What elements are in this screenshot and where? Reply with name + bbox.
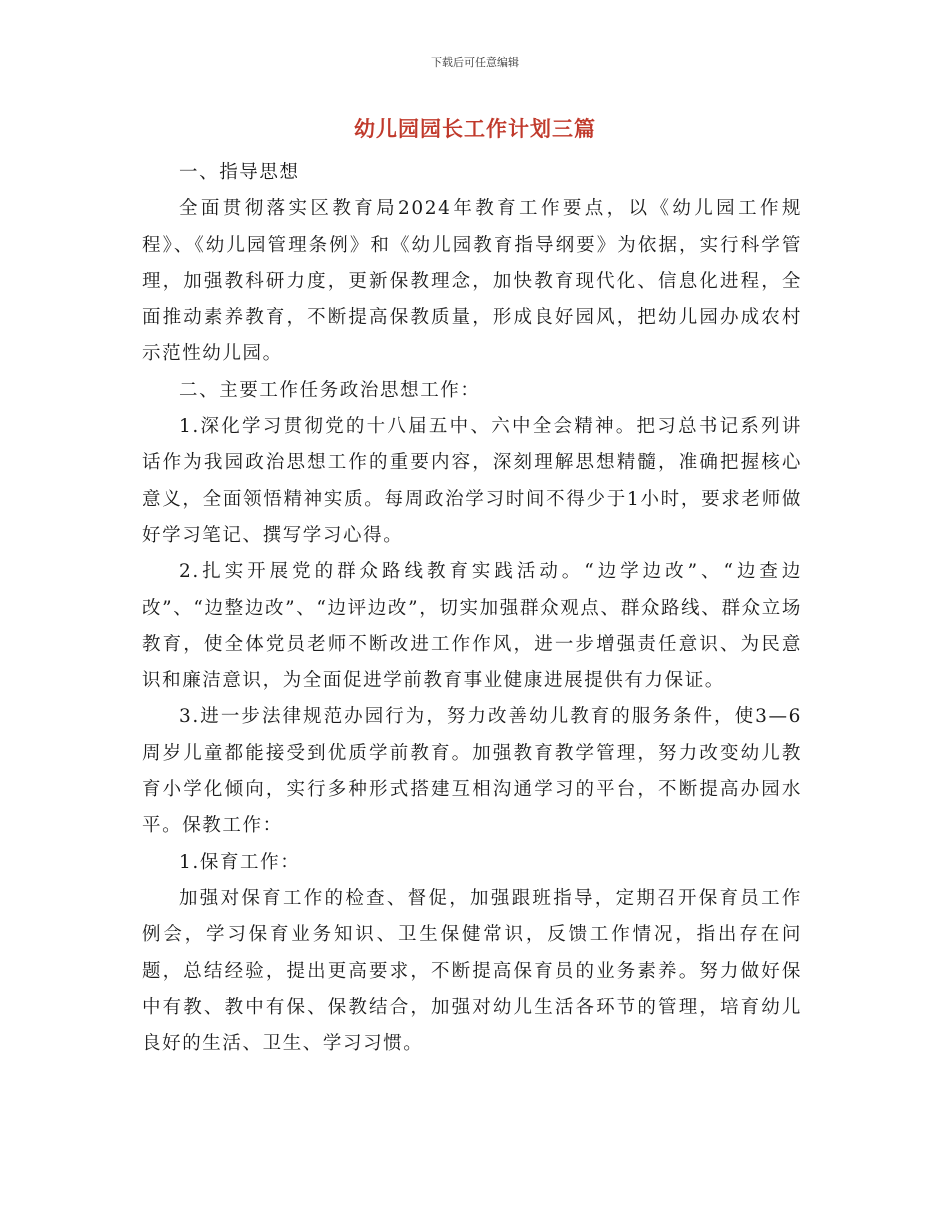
paragraph: 3.进一步法律规范办园行为，努力改善幼儿教育的服务条件，使3—6周岁儿童都能接受到优质学前教育。加强教育教学管理，努力改变幼儿教育小学化倾向，实行多种形式搭建互相沟通学习的平台，不断提高办园水平。保教工作： — [142, 706, 802, 837]
section-heading-guiding-ideology: 一、指导思想 — [179, 162, 300, 183]
paragraph: 加强对保育工作的检查、督促，加强跟班指导，定期召开保育员工作例会，学习保育业务知识、卫生保健常识，反馈工作情况，指出存在问题，总结经验，提出更高要求，不断提高保育员的业务素养。努力做好保中有教、教中有保、保教结合，加强对幼儿生活各环节的管理，培育幼儿良好的生活、卫生、学习习惯。 — [142, 887, 802, 1055]
document-title: 幼儿园园长工作计划三篇 — [354, 117, 596, 141]
paragraph: 1.深化学习贯彻党的十八届五中、六中全会精神。把习总书记系列讲话作为我园政治思想工作的重要内容，深刻理解思想精髓，准确把握核心意义，全面领悟精神实质。每周政治学习时间不得少于1小时，要求老师做好学习笔记、撰写学习心得。 — [142, 416, 802, 546]
header-note: 下载后可任意编辑 — [431, 56, 519, 69]
document-body — [142, 155, 802, 1062]
subsection-heading-care-work: 1.保育工作： — [179, 851, 301, 873]
paragraph: 2.扎实开展党的群众路线教育实践活动。“边学边改”、“边查边改”、“边整边改”、“边评边改”，切实加强群众观点、群众路线、群众立场教育，使全体党员老师不断改进工作作风，进一步增强责任意识、为民意识和廉洁意识，为全面促进学前教育事业健康进展提供有力保证。 — [142, 561, 802, 692]
paragraph: 全面贯彻落实区教育局2024年教育工作要点，以《幼儿园工作规程》、《幼儿园管理条例》和《幼儿园教育指导纲要》为依据，实行科学管理，加强教科研力度，更新保教理念，加快教育现代化、信息化进程，全面推动素养教育，不断提高保教质量，形成良好园风，把幼儿园办成农村示范性幼儿园。 — [142, 198, 802, 365]
section-heading-main-tasks: 二、主要工作任务政治思想工作： — [179, 379, 481, 401]
